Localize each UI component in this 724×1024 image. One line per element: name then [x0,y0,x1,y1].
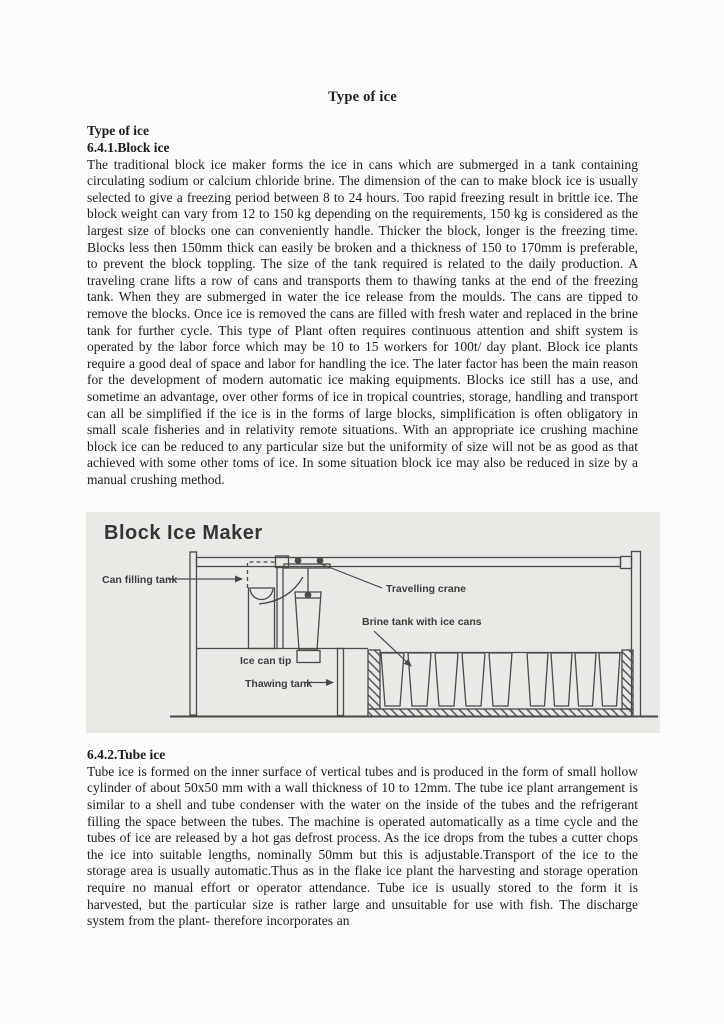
section-tube-ice [87,747,638,930]
label-travelling-crane: Travelling crane [386,583,466,595]
paragraph-tube-ice: Tube ice is formed on the inner surface of vertical tubes and is produced in the form of small hollow cylinder of about 50x50 mm with a wall thickness of 10 to 12mm. The tube ice plant arrangement is similar to a shell and tube condenser with the water on the inside of the tubes and the refrigerant filling the space between the tubes. The machine is operated automatically as a time cycle and the tubes of ice are released by a hot gas defrost process. As the ice drops from the tubes a cutter chops the ice into suitable lengths, nominally 50mm but this is adjustable.Transport of the ice to the storage area is usually automatic.Thus as in the flake ice plant the harvesting and storage operation require no manual effort or operator attendance. Tube ice is usually stored to the form it is harvested, but the particular size is rather large and unsuitable for use with fish. The discharge system from the plant- therefore incorporates an [87,763,638,929]
heading-type-of-ice: Type of ice [87,123,149,138]
section-headings [87,123,638,157]
heading-6-4-2-tube-ice: 6.4.2.Tube ice [87,747,166,762]
paragraph-block-ice: The traditional block ice maker forms the ice in cans which are submerged in a tank containing circulating sodium or calcium chloride brine. The dimension of the can to make block ice is usually selected to give a freezing period between 8 to 24 hours. Too rapid freezing result in brittle ice. The block weight can vary from 12 to 150 kg depending on the requirements, 150 kg is considered as the largest size of blocks one can conveniently handle. Thicker the block, longer is the freezing time. Blocks less then 150mm thick can easily be broken and a thickness of 150 to 170mm is preferable, to prevent the block toppling. The size of the tank required is related to the daily production. A traveling crane lifts a row of cans and transports them to thawing tanks at the end of the freezing tank. When they are submerged in water the ice release from the moulds. The cans are tipped to remove the blocks. Once ice is removed the cans are filled with fresh water and replaced in the brine tank for further cycle. This type of Plant often requires continuous attention and shift system is operated by the labor force which may be 10 to 15 workers for 100t/ day plant. Block ice plants require a good deal of space and labor for handling the ice. The later factor has been the main reason for the development of modern automatic ice making equipments. Blocks ice still has a use, and sometime an advantage, over other forms of ice in tropical countries, storage, handling and transport can all be simplified if the ice is in the forms of large blocks, simplification is often obligatory in small scale fisheries and in relativity remote situations. With an appropriate ice crushing machine block ice can be reduced to any particular size but the uniformity of size will not be as good as that achieved with some other toms of ice. In some situation block ice may also be reduced in size by a manual crushing method. [87,156,638,487]
rail-end-cap [621,557,632,569]
label-ice-can-tip: Ice can tip [240,655,292,667]
section-block-ice [87,88,638,488]
label-brine-tank: Brine tank with ice cans [362,616,482,628]
can-filling-tank-shape [248,562,304,649]
hoisted-ice-can [295,568,321,650]
leader-travelling-crane [321,564,382,588]
left-post [190,552,197,715]
tipped-ice-can [297,651,320,663]
block-ice-maker-diagram [86,512,660,733]
figure-block-ice-maker [86,512,660,733]
label-can-filling-tank: Can filling tank [102,574,178,586]
label-thawing-tank: Thawing tank [245,678,313,690]
page-title: Type of ice [328,89,397,105]
heading-6-4-1-block-ice: 6.4.1.Block ice [87,139,170,155]
ice-cans-row [381,653,620,706]
figure-title: Block Ice Maker [104,522,263,544]
